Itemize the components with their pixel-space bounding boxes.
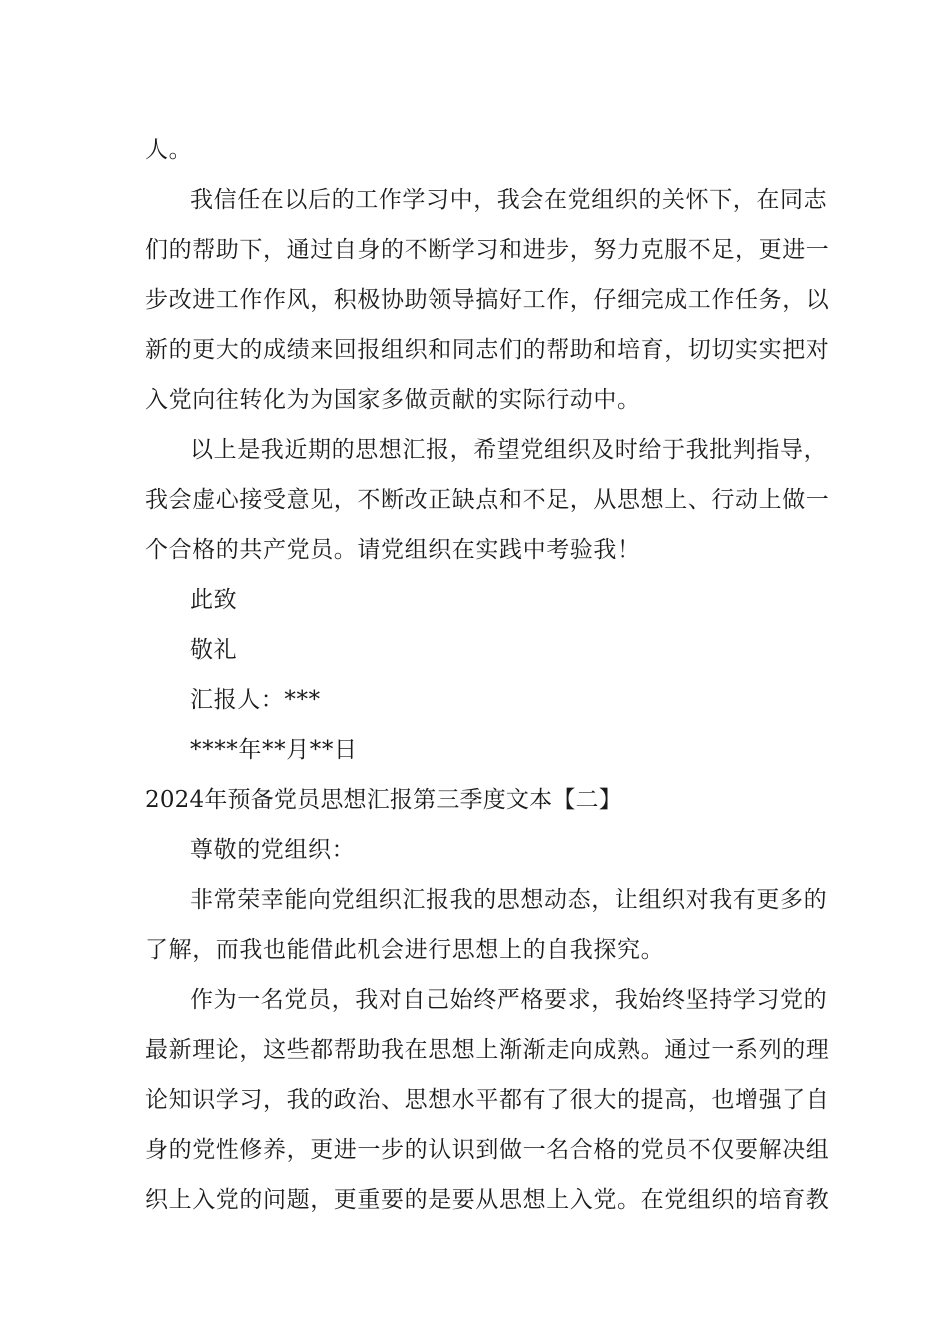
paragraph-line: 作为一名党员，我对自己始终严格要求，我始终坚持学习党的 [190,987,828,1013]
paragraph-line: 非常荣幸能向党组织汇报我的思想动态，让组织对我有更多的 [190,887,828,913]
closing-regards: 敬礼 [190,637,238,663]
paragraph-line: 织上入党的问题，更重要的是要从思想上入党。在党组织的培育教 [145,1187,830,1213]
closing-salutation: 此致 [190,587,238,613]
greeting-line: 尊敬的党组织： [190,837,356,863]
paragraph-line: 身的党性修养，更进一步的认识到做一名合格的党员不仅要解决组 [145,1137,830,1163]
paragraph-line: 人。 [145,137,193,163]
date-line: ****年**月**日 [190,737,358,763]
reporter-line: 汇报人：*** [190,687,321,713]
section-title: 2024年预备党员思想汇报第三季度文本【二】 [145,787,622,813]
paragraph-line: 了解，而我也能借此机会进行思想上的自我探究。 [145,937,665,963]
paragraph-line: 我会虚心接受意见，不断改正缺点和不足，从思想上、行动上做一 [145,487,830,513]
paragraph-line: 步改进工作作风，积极协助领导搞好工作，仔细完成工作任务，以 [145,287,830,313]
paragraph-line: 新的更大的成绩来回报组织和同志们的帮助和培育，切切实实把对 [145,337,830,363]
paragraph-line: 最新理论，这些都帮助我在思想上渐渐走向成熟。通过一系列的理 [145,1037,830,1063]
paragraph-line: 们的帮助下，通过自身的不断学习和进步，努力克服不足，更进一 [145,237,830,263]
paragraph-line: 我信任在以后的工作学习中，我会在党组织的关怀下，在同志 [190,187,828,213]
paragraph-line: 论知识学习，我的政治、思想水平都有了很大的提高，也增强了自 [145,1087,830,1113]
paragraph-line: 入党向往转化为为国家多做贡献的实际行动中。 [145,387,641,413]
paragraph-line: 以上是我近期的思想汇报，希望党组织及时给于我批判指导， [190,437,828,463]
paragraph-line: 个合格的共产党员。请党组织在实践中考验我！ [145,537,641,563]
